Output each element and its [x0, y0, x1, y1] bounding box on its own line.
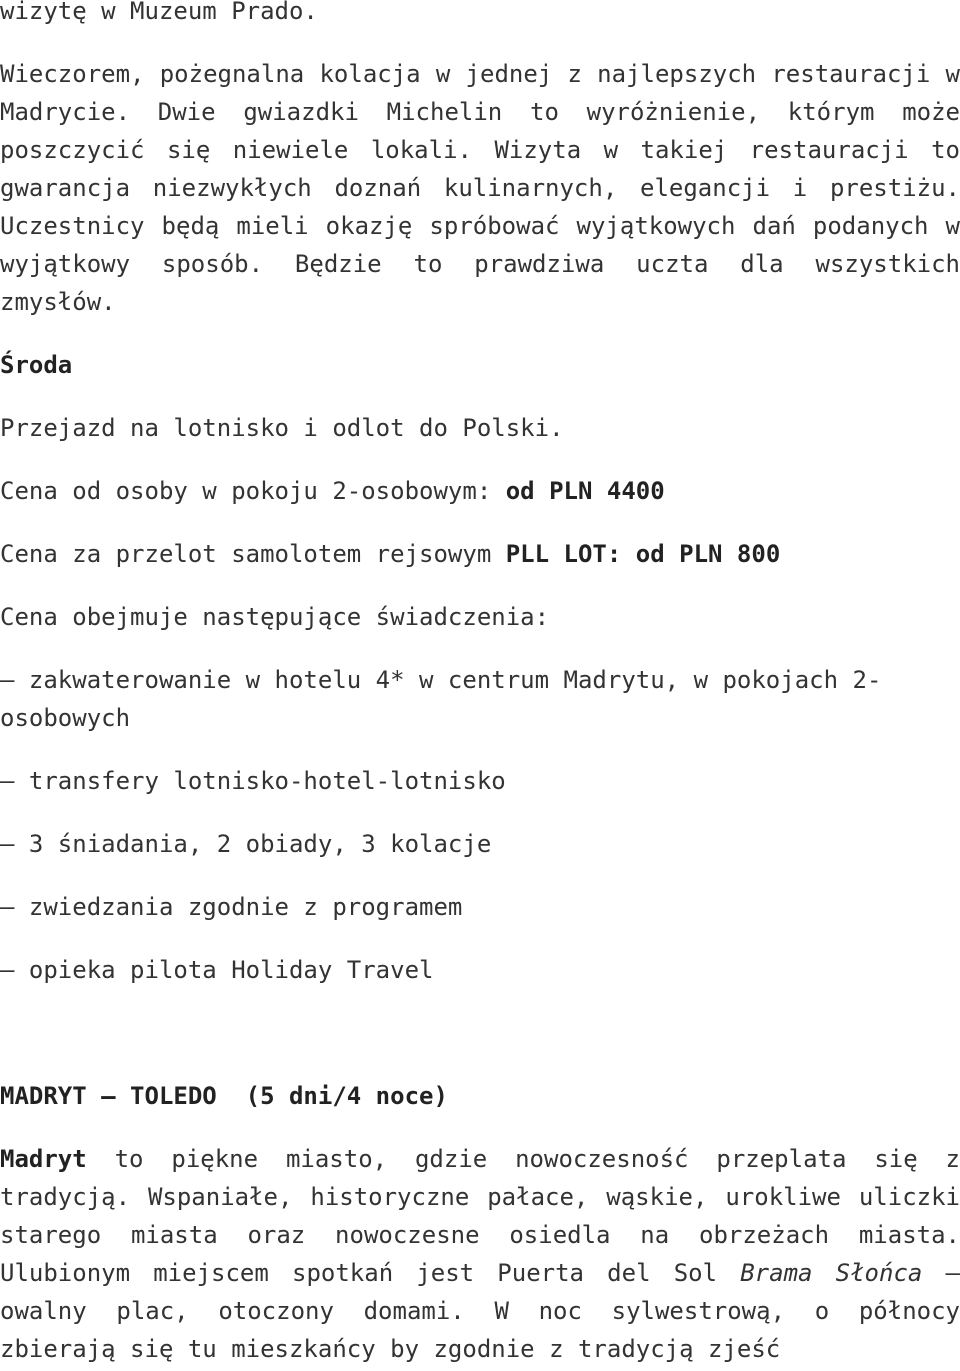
madrid-text-1: to piękne miasto, gdzie nowoczesność przeplata się z tradycją. Wspaniałe, historyczne pałace, wąskie, urokliwe uliczki starego miasta oraz nowoczesne osiedla na obrzeżach miasta. Ulubionym miejscem spotkań jest Puerta del Sol — [0, 1145, 960, 1287]
includes-heading: Cena obejmuje następujące świadczenia: — [0, 603, 550, 631]
price-room-value: od PLN 4400 — [505, 477, 665, 505]
madrid-lead: Madryt — [0, 1145, 87, 1173]
section-spacer — [0, 1014, 960, 1077]
intro-tail-paragraph: wizytę w Muzeum Prado. — [0, 0, 318, 25]
price-room-label: Cena od osoby w pokoju 2-osobowym: — [0, 477, 506, 505]
includes-item: – zakwaterowanie w hotelu 4* w centrum Madrytu, w pokojach 2-osobowych — [0, 666, 882, 732]
madrid-paragraph — [0, 1140, 960, 1368]
day-heading-text: Środa — [0, 351, 73, 379]
includes-item: – zwiedzania zgodnie z programem — [0, 893, 463, 921]
day-text: Przejazd na lotnisko i odlot do Polski. — [0, 414, 564, 442]
includes-item: – 3 śniadania, 2 obiady, 3 kolacje — [0, 830, 492, 858]
price-room — [0, 472, 960, 510]
price-flight — [0, 535, 960, 573]
includes-item: – transfery lotnisko-hotel-lotnisko — [0, 767, 506, 795]
evening-paragraph: Wieczorem, pożegnalna kolacja w jednej z najlepszych restauracji w Madrycie. Dwie gwiazdki Michelin to wyróżnienie, którym może poszczycić się niewiele lokali. Wizyta w takiej restauracji to gwarancja niezwykłych doznań kulinarnych, elegancji i prestiżu. Uczestnicy będą mieli okazję spróbować wyjątkowych dań podanych w wyjątkowy sposób. Będzie to prawdziwa uczta dla wszystkich zmysłów. — [0, 60, 960, 316]
price-flight-value: PLL LOT: od PLN 800 — [505, 540, 781, 568]
day-heading — [0, 346, 960, 384]
includes-item: – opieka pilota Holiday Travel — [0, 956, 434, 984]
tour-title — [0, 1077, 960, 1115]
price-flight-label: Cena za przelot samolotem rejsowym — [0, 540, 506, 568]
tour-title-text: MADRYT – TOLEDO (5 dni/4 noce) — [0, 1082, 448, 1110]
madrid-emphasis: Brama Słońca — [740, 1259, 923, 1287]
madrid-text-2: – owalny plac, otoczony domami. W noc sylwestrową, o północy zbierają się tu mieszkańcy by zgodnie z tradycją zjeść — [0, 1259, 960, 1363]
